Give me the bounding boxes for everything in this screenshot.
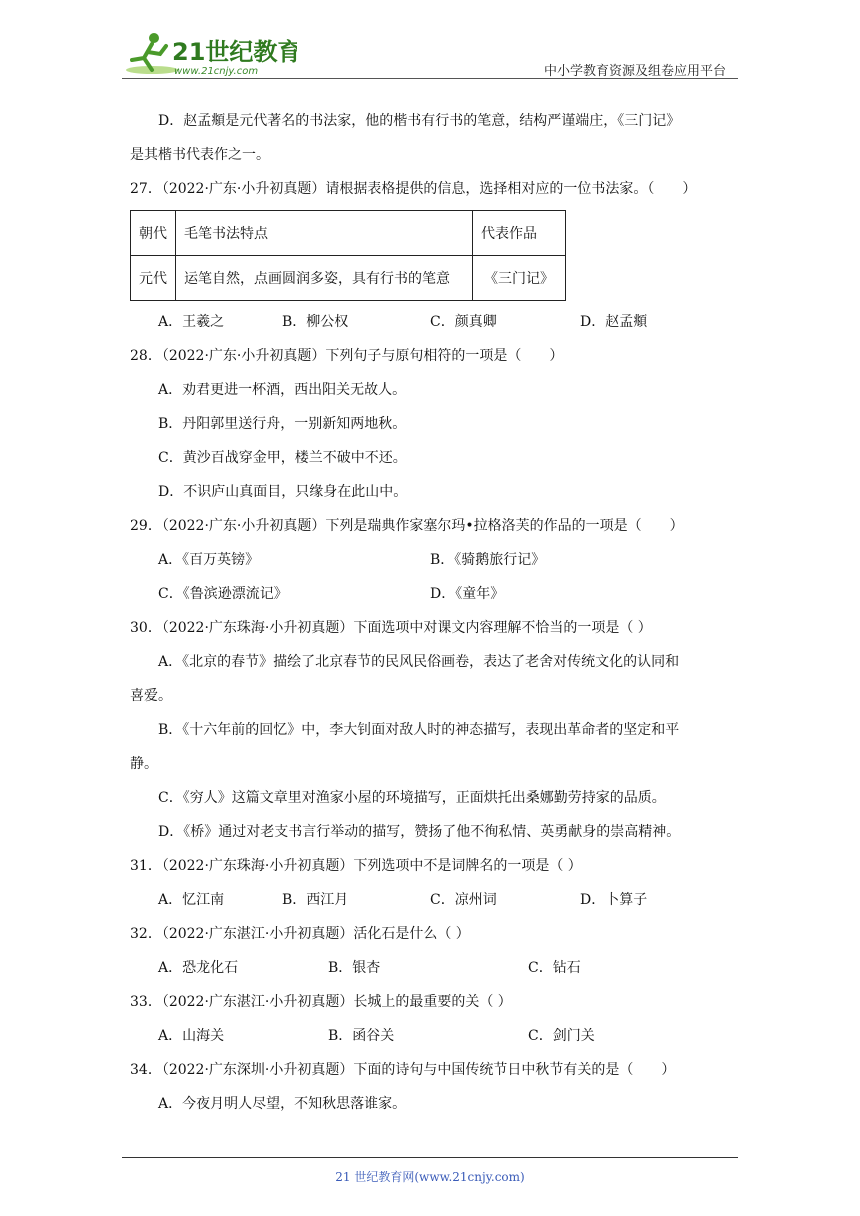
footer-divider <box>122 1157 738 1158</box>
q29-options-row1 <box>130 543 740 577</box>
table-row <box>131 211 566 256</box>
q28-option-c[interactable]: C．黄沙百战穿金甲，楼兰不破中不还。 <box>158 450 407 466</box>
q27-option-b[interactable]: B．柳公权 <box>282 314 349 330</box>
header-divider <box>122 78 738 79</box>
q29-option-d[interactable]: D．《童年》 <box>430 586 505 602</box>
q32-options <box>130 951 740 985</box>
q27-options <box>130 305 740 339</box>
q33-options <box>130 1019 740 1053</box>
logo-text: 21世纪教育 <box>172 38 297 66</box>
q28-option-b[interactable]: B．丹阳郭里送行舟，一别新知两地秋。 <box>158 416 407 432</box>
q30-option-a-line1[interactable]: A．《北京的春节》描绘了北京春节的民风民俗画卷，表达了老舍对传统文化的认同和 <box>158 654 680 670</box>
q34-stem: 34．（2022·广东深圳·小升初真题）下面的诗句与中国传统节日中秋节有关的是（ ） <box>130 1062 676 1078</box>
q31-option-c[interactable]: C．凉州词 <box>430 892 497 908</box>
table-header-works: 代表作品 <box>473 211 566 256</box>
q29-stem: 29．（2022·广东·小升初真题）下列是瑞典作家塞尔玛•拉格洛芙的作品的一项是（ ） <box>130 518 684 534</box>
q28-option-d[interactable]: D．不识庐山真面目，只缘身在此山中。 <box>158 484 408 500</box>
q28-stem: 28．（2022·广东·小升初真题）下列句子与原句相符的一项是（ ） <box>130 348 564 364</box>
logo-url: www.21cnjy.com <box>174 66 259 77</box>
q31-options <box>130 883 740 917</box>
table-cell-features: 运笔自然，点画圆润多姿，具有行书的笔意 <box>176 256 473 301</box>
q30-option-d[interactable]: D．《桥》通过对老支书言行举动的描写，赞扬了他不徇私情、英勇献身的崇高精神。 <box>158 824 681 840</box>
table-header-features: 毛笔书法特点 <box>176 211 473 256</box>
q34-option-a[interactable]: A．今夜月明人尽望，不知秋思落谁家。 <box>158 1096 407 1112</box>
q32-option-b[interactable]: B．银杏 <box>328 960 381 976</box>
q27-option-d[interactable]: D．赵孟頫 <box>580 314 648 330</box>
q30-option-b-line2: 静。 <box>130 756 158 772</box>
q31-stem: 31．（2022·广东珠海·小升初真题）下列选项中不是词牌名的一项是（ ） <box>130 858 582 874</box>
q30-option-a-line2: 喜爱。 <box>130 688 172 704</box>
question-content <box>130 104 740 1121</box>
q26-option-d-line1: D．赵孟頫是元代著名的书法家，他的楷书有行书的笔意，结构严谨端庄，《三门记》 <box>158 113 681 129</box>
q27-option-c[interactable]: C．颜真卿 <box>430 314 497 330</box>
q30-stem: 30．（2022·广东珠海·小升初真题）下面选项中对课文内容理解不恰当的一项是（ ） <box>130 620 652 636</box>
q32-option-c[interactable]: C．钻石 <box>528 960 581 976</box>
runner-logo-icon <box>122 30 297 80</box>
q29-option-b[interactable]: B．《骑鹅旅行记》 <box>430 552 546 568</box>
table-cell-works: 《三门记》 <box>473 256 566 301</box>
q33-option-c[interactable]: C．剑门关 <box>528 1028 595 1044</box>
q32-option-a[interactable]: A．恐龙化石 <box>158 960 239 976</box>
q26-option-d-line2: 是其楷书代表作之一。 <box>130 147 270 163</box>
page-header <box>0 0 860 90</box>
q29-option-a[interactable]: A．《百万英镑》 <box>158 552 260 568</box>
table-row <box>131 256 566 301</box>
q33-option-a[interactable]: A．山海关 <box>158 1028 225 1044</box>
q32-stem: 32．（2022·广东湛江·小升初真题）活化石是什么（ ） <box>130 926 470 942</box>
page-footer[interactable]: 21 世纪教育网(www.21cnjy.com) <box>335 1170 525 1184</box>
table-cell-dynasty: 元代 <box>131 256 176 301</box>
platform-name: 中小学教育资源及组卷应用平台 <box>543 64 726 79</box>
q31-option-b[interactable]: B．西江月 <box>282 892 349 908</box>
q29-options-row2 <box>130 577 740 611</box>
site-logo <box>122 30 297 80</box>
q27-option-a[interactable]: A．王羲之 <box>158 314 225 330</box>
q27-stem: 27．（2022·广东·小升初真题）请根据表格提供的信息，选择相对应的一位书法家。（ ） <box>130 181 697 197</box>
q33-option-b[interactable]: B．函谷关 <box>328 1028 395 1044</box>
q30-option-b-line1[interactable]: B．《十六年前的回忆》中，李大钊面对敌人时的神态描写，表现出革命者的坚定和平 <box>158 722 680 738</box>
q30-option-c[interactable]: C．《穷人》这篇文章里对渔家小屋的环境描写，正面烘托出桑娜勤劳持家的品质。 <box>158 790 666 806</box>
table-header-dynasty: 朝代 <box>131 211 176 256</box>
q31-option-d[interactable]: D．卜算子 <box>580 892 648 908</box>
q28-option-a[interactable]: A．劝君更进一杯酒，西出阳关无故人。 <box>158 382 407 398</box>
q31-option-a[interactable]: A．忆江南 <box>158 892 225 908</box>
q29-option-c[interactable]: C．《鲁滨逊漂流记》 <box>158 586 288 602</box>
q27-info-table <box>130 210 566 301</box>
q33-stem: 33．（2022·广东湛江·小升初真题）长城上的最重要的关（ ） <box>130 994 512 1010</box>
